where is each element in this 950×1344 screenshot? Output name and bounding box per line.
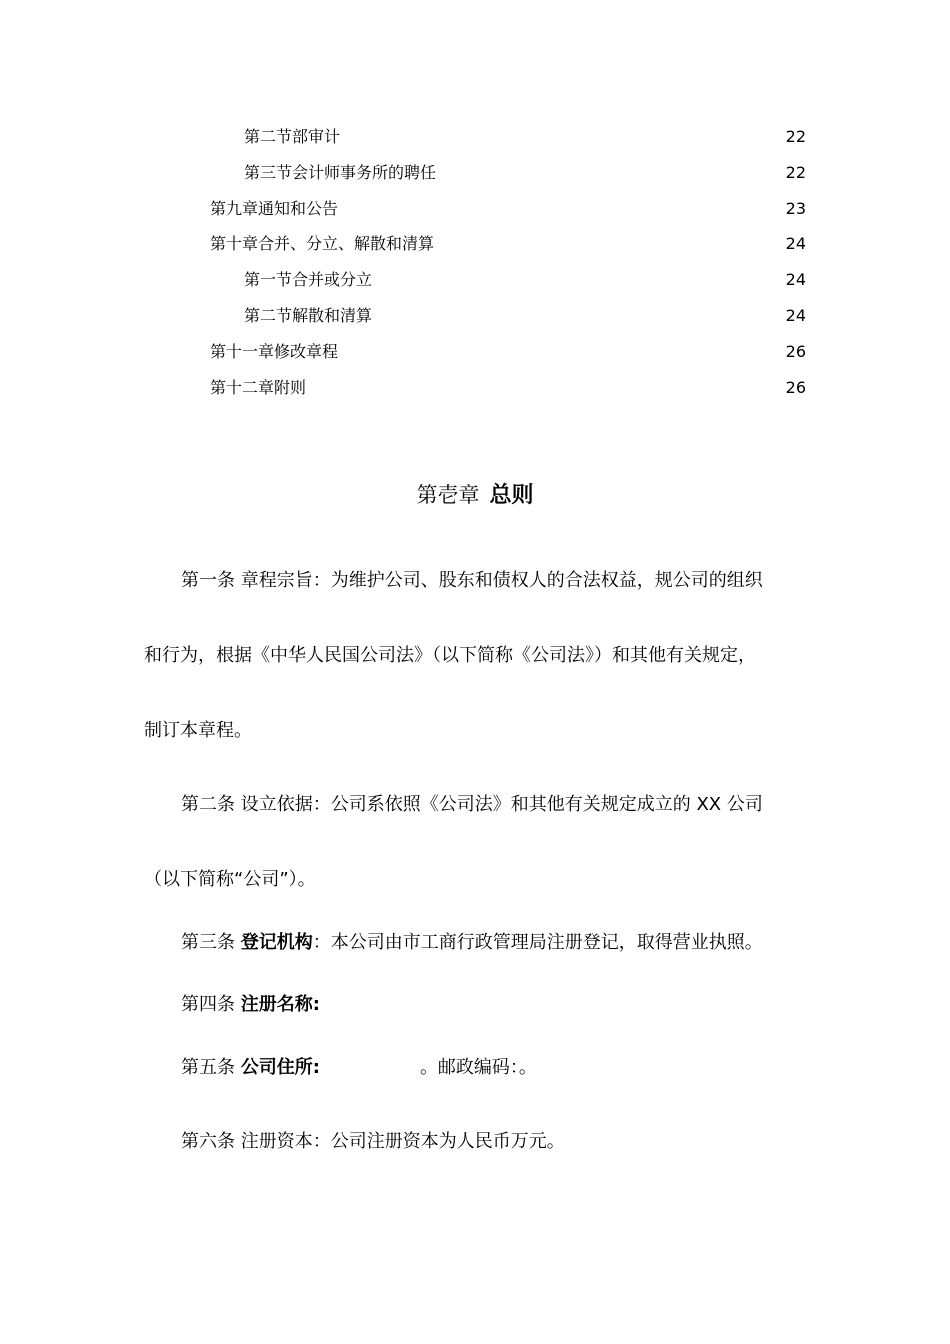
toc-entry-page: 24 [785,270,806,289]
article-3-text: ：本公司由市工商行政管理局注册登记，取得营业执照。 [312,932,763,953]
article-4 [181,991,320,1019]
article-1-line-2: 和行为，根据《中华人民国公司法》（以下简称《公司法》）和其他有关规定， [144,645,756,666]
chapter-number: 第壱章 [416,483,480,507]
toc-entry-page: 22 [785,127,806,146]
article-4-prefix: 第四条 [181,994,241,1015]
toc-entry-label: 第二节部审计 [244,127,341,146]
article-5 [181,1054,537,1082]
toc-entry-page: 24 [785,306,806,325]
toc-entry-label: 第二节解散和清算 [244,306,373,325]
toc-entry[interactable] [244,267,806,293]
chapter-title [0,478,950,513]
toc-entry-label: 第三节会计师事务所的聘任 [244,163,437,182]
toc-entry-label: 第一节合并或分立 [244,270,373,289]
toc-entry[interactable] [244,160,806,186]
toc-entry[interactable] [210,196,806,222]
toc-entry[interactable] [210,231,806,257]
toc-entry-page: 26 [785,342,806,361]
article-3 [181,929,763,957]
toc-entry-label: 第十一章修改章程 [210,342,339,361]
toc-entry[interactable] [244,303,806,329]
article-2-line-1: 第二条 设立依据：公司系依照《公司法》和其他有关规定成立的 XX 公司 [181,794,763,815]
article-1-line-3: 制订本章程。 [144,720,252,741]
toc-entry[interactable] [210,339,806,365]
chapter-name: 总则 [489,483,534,508]
toc-entry[interactable] [210,375,806,401]
toc-entry-page: 24 [785,234,806,253]
toc-entry-label: 第九章通知和公告 [210,199,339,218]
toc-entry[interactable] [244,124,806,150]
toc-entry-page: 23 [785,199,806,218]
article-1-line-1: 第一条 章程宗旨：为维护公司、股东和债权人的合法权益，规公司的组织 [181,570,763,591]
article-5-text: 。邮政编码：。 [419,1057,537,1078]
article-6: 第六条 注册资本：公司注册资本为人民币万元。 [181,1131,565,1152]
toc-entry-page: 26 [785,378,806,397]
article-3-label: 登记机构 [240,932,313,953]
article-2-line-2: （以下简称“公司”）。 [144,869,316,890]
article-3-prefix: 第三条 [181,932,241,953]
toc-entry-page: 22 [785,163,806,182]
article-4-label: 注册名称: [240,994,320,1015]
article-5-label: 公司住所: [240,1057,320,1078]
toc-entry-label: 第十章合并、分立、解散和清算 [210,234,435,253]
toc-entry-label: 第十二章附则 [210,378,307,397]
article-5-prefix: 第五条 [181,1057,241,1078]
